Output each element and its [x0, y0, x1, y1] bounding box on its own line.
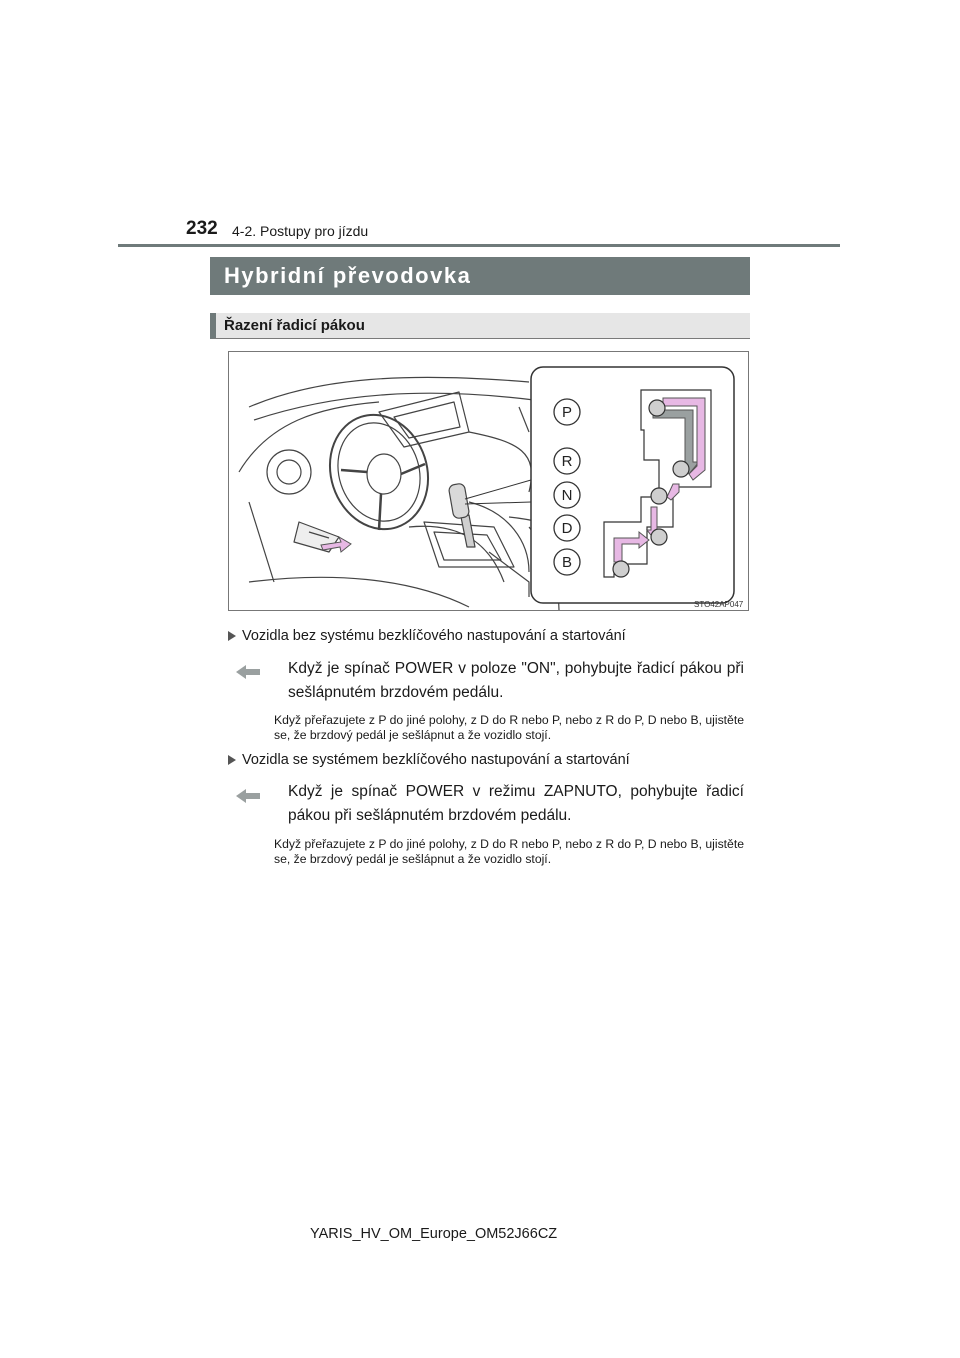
gate-dot-n — [651, 488, 667, 504]
section-2-note: Když přeřazujete z P do jiné polohy, z D do R nebo P, nebo z R do P, D nebo B, ujistěte se, že brzdový pedál je sešlápnut a že vozidlo stojí. — [274, 837, 744, 866]
section-1-heading-text: Vozidla bez systému bezklíčového nastupování a startování — [242, 628, 626, 644]
header-rule — [118, 244, 840, 247]
gate-dot-b — [613, 561, 629, 577]
gear-label-p: P — [561, 404, 573, 421]
gear-label-d: D — [561, 520, 573, 537]
shift-lever-illustration — [228, 351, 749, 611]
section-reference: 4-2. Postupy pro jízdu — [232, 223, 369, 239]
gate-dot-d — [651, 529, 667, 545]
gate-dot-p — [649, 400, 665, 416]
section-2-heading — [227, 752, 747, 772]
page-number: 232 — [186, 218, 218, 239]
figure-code: STO42AP047 — [694, 600, 744, 609]
section-1-note: Když přeřazujete z P do jiné polohy, z D do R nebo P, nebo z R do P, D nebo B, ujistěte se, že brzdový pedál je sešlápnut a že vozidlo stojí. — [274, 713, 744, 742]
gear-label-r: R — [561, 453, 573, 470]
section-2-instruction: Když je spínač POWER v režimu ZAPNUTO, pohybujte řadicí pákou při sešlápnutém brzdovém pedálu. — [288, 783, 744, 824]
operation-arrow-icon — [235, 787, 261, 805]
triangle-bullet-icon — [227, 630, 237, 642]
operation-arrow-icon — [235, 663, 261, 681]
document-footer: YARIS_HV_OM_Europe_OM52J66CZ — [310, 1226, 558, 1242]
section-2-heading-text: Vozidla se systémem bezklíčového nastupování a startování — [242, 752, 630, 768]
section-1-heading — [227, 628, 747, 648]
gear-label-n: N — [561, 487, 573, 504]
section-title: Hybridní převodovka — [210, 257, 750, 295]
gear-label-b: B — [561, 554, 573, 571]
triangle-bullet-icon — [227, 754, 237, 766]
section-1-instruction: Když je spínač POWER v poloze "ON", pohybujte řadicí pákou při sešlápnutém brzdovém pedálu. — [288, 660, 744, 701]
subsection-title: Řazení řadicí pákou — [210, 313, 750, 339]
gate-dot-r — [673, 461, 689, 477]
